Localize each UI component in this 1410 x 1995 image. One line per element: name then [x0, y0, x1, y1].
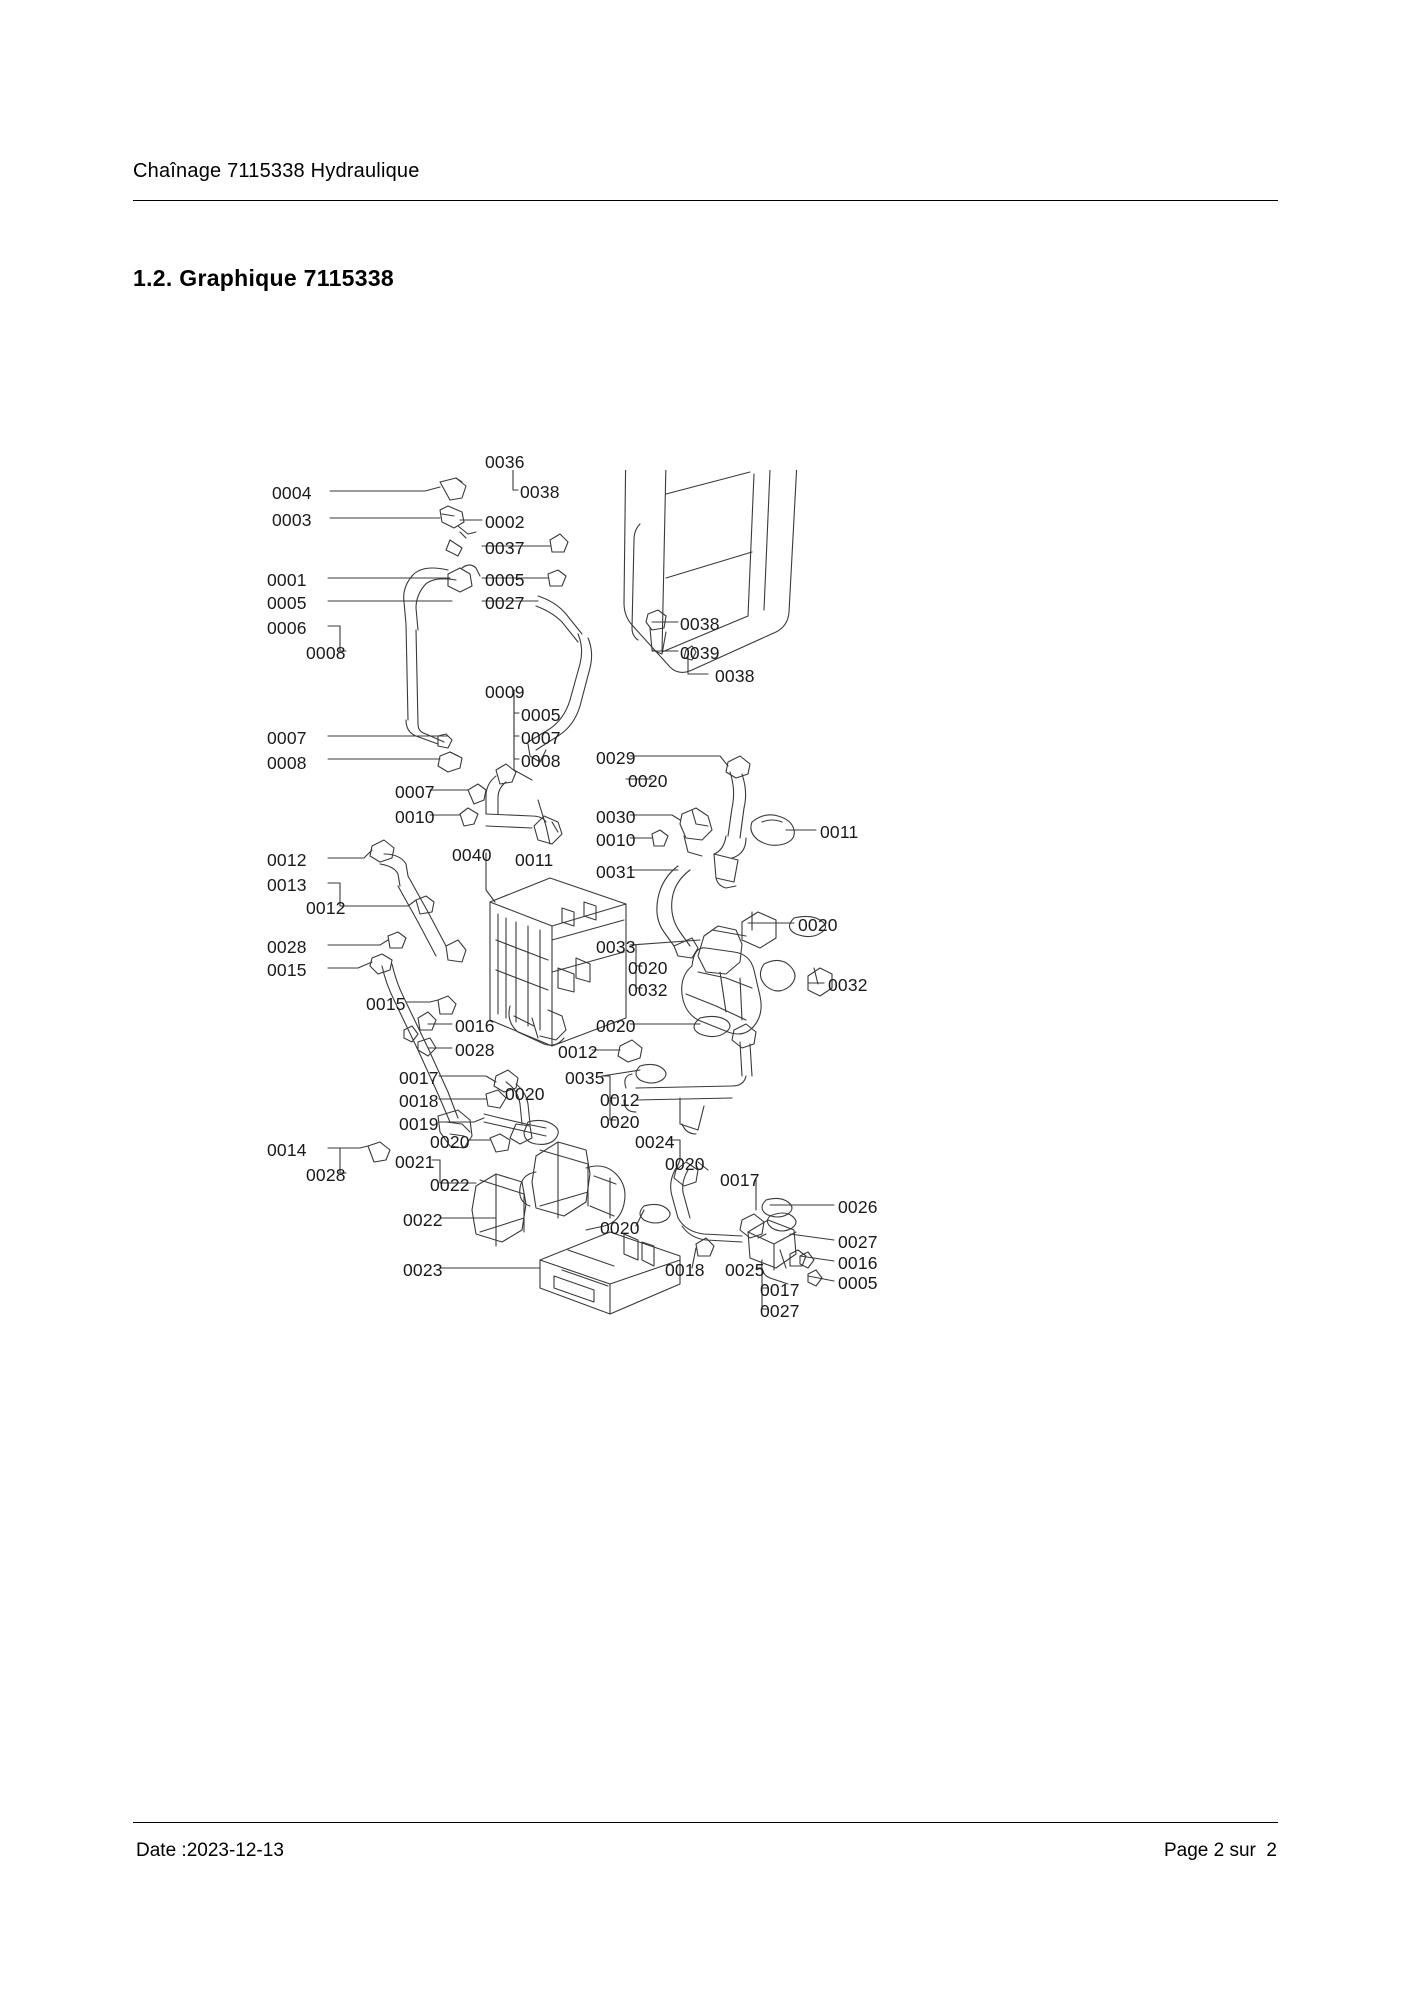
callout-label: 0017	[720, 1170, 760, 1190]
section-title: 1.2. Graphique 7115338	[133, 265, 395, 291]
callout-label: 0020	[665, 1154, 705, 1174]
callout-label: 0008	[267, 753, 307, 773]
callout-label: 0027	[838, 1232, 878, 1252]
callout-label: 0017	[760, 1280, 800, 1300]
callout-label: 0017	[399, 1068, 439, 1088]
callout-label: 0012	[600, 1090, 640, 1110]
callout-label: 0018	[665, 1260, 705, 1280]
callout-label: 0007	[521, 728, 561, 748]
callout-label: 0006	[267, 618, 307, 638]
callout-label: 0029	[596, 748, 636, 768]
callout-label: 0003	[272, 510, 312, 530]
callout-label: 0011	[515, 850, 554, 870]
callout-label: 0020	[430, 1132, 470, 1152]
callout-label: 0008	[306, 643, 346, 663]
callout-label: 0007	[267, 728, 307, 748]
footer-divider	[133, 1822, 1278, 1823]
callout-label: 0032	[828, 975, 868, 995]
callout-label: 0020	[628, 771, 668, 791]
callout-label: 0018	[399, 1091, 439, 1111]
diagram-graphic	[300, 470, 1130, 1600]
callout-label: 0027	[760, 1301, 800, 1321]
callout-label: 0014	[267, 1140, 307, 1160]
footer-date: Date :2023-12-13	[136, 1840, 284, 1861]
callout-label: 0038	[520, 482, 560, 502]
callout-label: 0022	[430, 1175, 470, 1195]
callout-label: 0020	[798, 915, 838, 935]
header-divider	[133, 200, 1278, 201]
callout-label: 0022	[403, 1210, 443, 1230]
callout-label: 0025	[725, 1260, 765, 1280]
callout-label: 0023	[403, 1260, 443, 1280]
callout-label: 0009	[485, 682, 525, 702]
callout-label: 0020	[600, 1218, 640, 1238]
callout-label: 0028	[306, 1165, 346, 1185]
callout-label: 0024	[635, 1132, 675, 1152]
callout-label: 0010	[596, 830, 636, 850]
callout-label: 0019	[399, 1114, 439, 1134]
callout-label: 0035	[565, 1068, 605, 1088]
callout-label: 0028	[267, 937, 307, 957]
callout-label: 0026	[838, 1197, 878, 1217]
footer-page-number: Page 2 sur 2	[1163, 1840, 1277, 1861]
callout-label: 0036	[485, 452, 525, 472]
callout-label: 0038	[680, 614, 720, 634]
callout-label: 0007	[395, 782, 435, 802]
callout-label: 0004	[272, 483, 312, 503]
callout-label: 0020	[596, 1016, 636, 1036]
callout-label: 0001	[267, 570, 307, 590]
callout-label: 0020	[628, 958, 668, 978]
exploded-parts-diagram	[267, 452, 1130, 1600]
callout-label: 0028	[455, 1040, 495, 1060]
callout-label: 0002	[485, 512, 525, 532]
callout-label: 0032	[628, 980, 668, 1000]
callout-label: 0016	[838, 1253, 878, 1273]
callout-label: 0011	[820, 822, 859, 842]
callout-label: 0021	[395, 1152, 435, 1172]
callout-label: 0031	[596, 862, 636, 882]
callout-label: 0027	[485, 593, 525, 613]
callout-label: 0015	[366, 994, 406, 1014]
callout-label: 0012	[267, 850, 307, 870]
document-header: Chaînage 7115338 Hydraulique	[133, 160, 420, 182]
callout-label: 0012	[306, 898, 346, 918]
callout-label: 0008	[521, 751, 561, 771]
callout-label: 0037	[485, 538, 525, 558]
callout-label: 0013	[267, 875, 307, 895]
callout-label: 0010	[395, 807, 435, 827]
callout-label: 0015	[267, 960, 307, 980]
callout-label: 0033	[596, 937, 636, 957]
callout-label: 0020	[505, 1084, 545, 1104]
callout-label: 0016	[455, 1016, 495, 1036]
callout-label: 0012	[558, 1042, 598, 1062]
callout-label: 0040	[452, 845, 492, 865]
callout-label: 0038	[715, 666, 755, 686]
callout-label: 0005	[485, 570, 525, 590]
callout-label: 0020	[600, 1112, 640, 1132]
callout-label: 0005	[838, 1273, 878, 1293]
callout-label: 0005	[521, 705, 561, 725]
callout-label: 0030	[596, 807, 636, 827]
callout-label: 0005	[267, 593, 307, 613]
callout-label: 0039	[680, 643, 720, 663]
